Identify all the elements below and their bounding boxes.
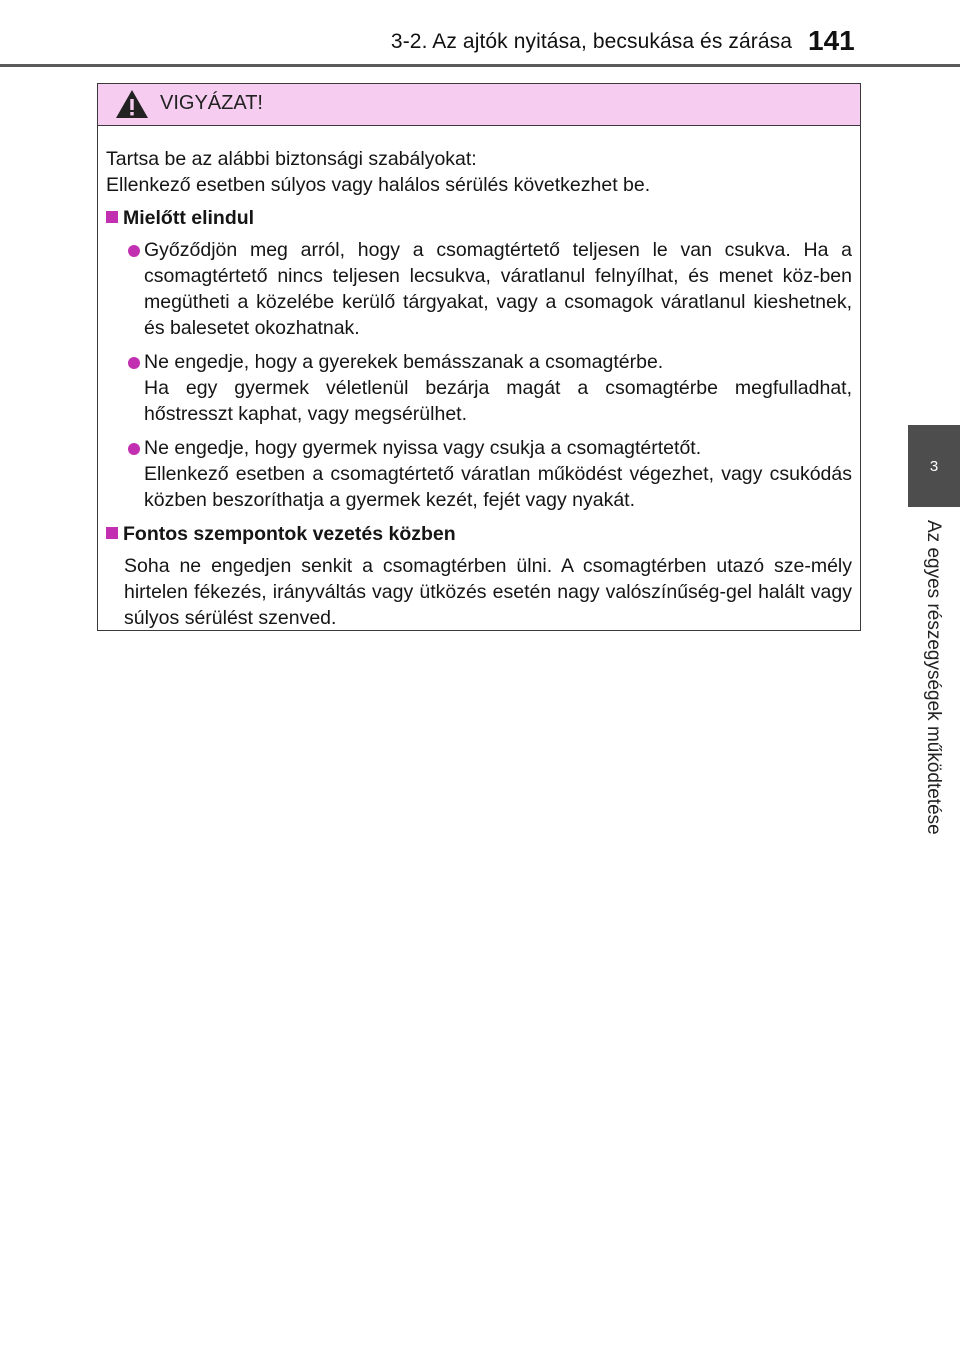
list-item — [106, 237, 852, 341]
section-title: 3-2. Az ajtók nyitása, becsukása és zárása — [390, 30, 792, 53]
warning-header — [98, 84, 860, 126]
bullet-text: Ne engedje, hogy a gyerekek bemásszanak a csomagtérbe. — [144, 351, 664, 373]
round-bullet-icon — [128, 443, 140, 455]
bullet-text: Ne engedje, hogy gyermek nyissa vagy csukja a csomagtértetőt. — [144, 437, 702, 459]
section-paragraph: Soha ne engedjen senkit a csomagtérben ülni. A csomagtérben utazó sze-mély hirtelen fékezés, irányváltás vagy ütközés esetén nagy valószínűség-gel halált vagy súlyos sérülést szenved. — [124, 555, 852, 629]
warning-box — [97, 83, 861, 631]
chapter-number: 3 — [929, 457, 939, 475]
warning-triangle-icon — [114, 88, 150, 120]
bullet-text: Győződjön meg arról, hogy a csomagtértető teljesen le van csukva. Ha a csomagtértető nincs teljesen lecsukva, váratlanul felnyílhat, és menet köz-ben megütheti a közelébe kerülő tárgyakat, vagy a csomagok váratlanul kieshetnek, és balesetet okozhatnak. — [144, 239, 852, 339]
section-heading — [106, 521, 852, 547]
list-item — [106, 435, 852, 513]
round-bullet-icon — [128, 357, 140, 369]
header-divider — [0, 64, 960, 67]
square-bullet-icon — [106, 211, 118, 223]
chapter-title: Az egyes részegységek működtetése — [923, 520, 944, 835]
round-bullet-icon — [128, 245, 140, 257]
section-heading-text: Mielőtt elindul — [123, 207, 255, 229]
intro-line: Ellenkező esetben súlyos vagy halálos sérülés következhet be. — [106, 174, 651, 196]
chapter-tab — [908, 425, 960, 507]
section-heading-text: Fontos szempontok vezetés közben — [123, 523, 456, 545]
warning-title: VIGYÁZAT! — [160, 92, 263, 114]
section-heading — [106, 205, 852, 231]
bullet-text: Ellenkező esetben a csomagtértető váratlan működést végezhet, vagy csukódás közben beszoríthatja a gyermek kezét, fejét vagy nyakát. — [144, 463, 852, 511]
list-item — [106, 349, 852, 427]
warning-body — [98, 126, 860, 631]
page-number: 141 — [808, 25, 855, 56]
square-bullet-icon — [106, 527, 118, 539]
bullet-text: Ha egy gyermek véletlenül bezárja magát a csomagtérbe megfulladhat, hőstresszt kaphat, vagy megsérülhet. — [144, 377, 852, 425]
intro-line: Tartsa be az alábbi biztonsági szabályokat: — [106, 148, 477, 170]
